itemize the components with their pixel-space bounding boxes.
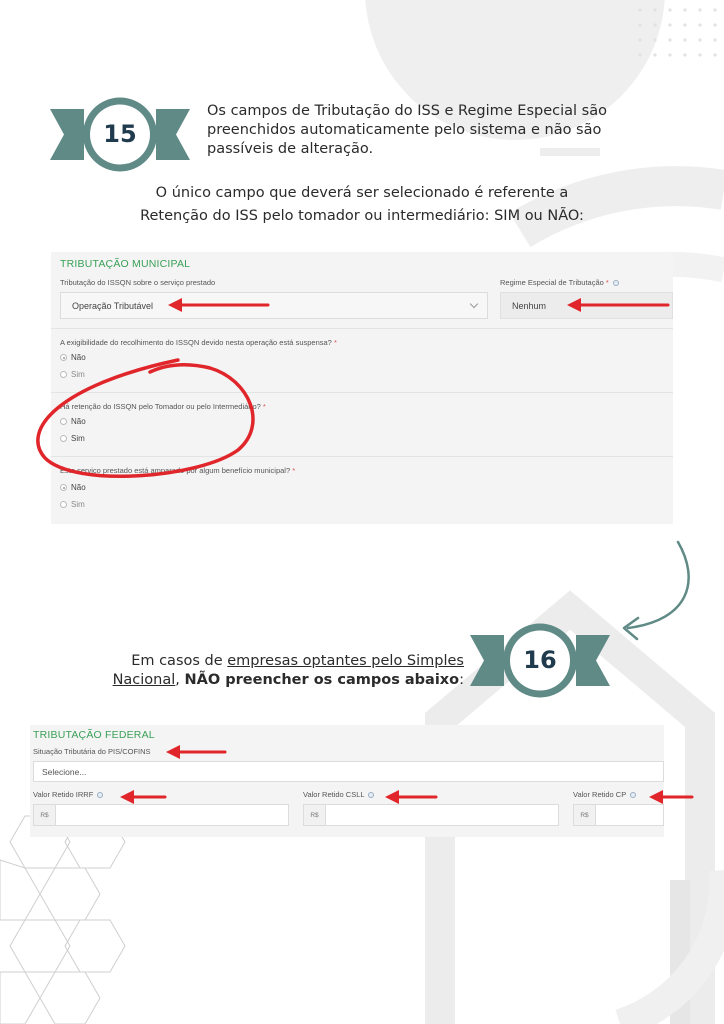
- radio-retencao-sim[interactable]: [60, 434, 85, 443]
- radio-beneficio-sim[interactable]: [60, 500, 85, 509]
- irrf-label-text: Valor Retido IRRF: [33, 790, 94, 799]
- tributacao-issqn-value: Operação Tributável: [72, 300, 154, 311]
- irrf-input[interactable]: [33, 804, 289, 826]
- cp-input[interactable]: [573, 804, 664, 826]
- step-16-text-link-1: empresas optantes pelo Simples: [227, 653, 464, 669]
- required-mark: *: [605, 278, 609, 287]
- radio-label: Não: [71, 353, 86, 362]
- help-icon[interactable]: [613, 280, 619, 286]
- step-15-badge: [50, 97, 190, 172]
- required-mark: *: [292, 466, 296, 475]
- step-15-instruction-line2: Retenção do ISS pelo tomador ou intermediário: SIM ou NÃO:: [140, 208, 584, 224]
- radio-exigibilidade-nao[interactable]: [60, 353, 86, 362]
- help-icon[interactable]: [630, 792, 636, 798]
- question-exigibilidade: [60, 338, 337, 347]
- csll-label: [303, 790, 374, 799]
- irrf-value-field[interactable]: [55, 804, 289, 826]
- step-16-text-prefix: Em casos de: [131, 653, 228, 669]
- divider: [51, 328, 673, 329]
- irrf-label: [33, 790, 103, 799]
- required-mark: *: [262, 402, 266, 411]
- divider: [51, 392, 673, 393]
- section-title-municipal: TRIBUTAÇÃO MUNICIPAL: [60, 258, 191, 270]
- radio-label: Sim: [71, 370, 85, 379]
- currency-prefix: R$: [33, 804, 55, 826]
- tributacao-municipal-panel: [51, 252, 673, 524]
- regime-especial-value: Nenhum: [512, 300, 547, 311]
- step-15-number: 15: [103, 120, 137, 148]
- radio-exigibilidade-sim[interactable]: [60, 370, 85, 379]
- radio-checked-icon: [60, 354, 67, 361]
- cp-label-text: Valor Retido CP: [573, 790, 627, 799]
- step-16-description: [70, 652, 464, 690]
- step-16-number: 16: [523, 646, 557, 674]
- help-icon[interactable]: [97, 792, 103, 798]
- pis-cofins-label: Situação Tributária do PIS/COFINS: [33, 747, 151, 756]
- divider: [51, 456, 673, 457]
- radio-label: Não: [71, 417, 86, 426]
- cp-value-field[interactable]: [595, 804, 664, 826]
- step-15-instruction-line1: O único campo que deverá ser selecionado é referente a: [155, 185, 569, 201]
- section-title-federal: TRIBUTAÇÃO FEDERAL: [33, 729, 155, 741]
- required-mark: *: [333, 338, 337, 347]
- csll-value-field[interactable]: [325, 804, 559, 826]
- chevron-down-icon: [470, 300, 478, 308]
- question-retencao-text: Há retenção do ISSQN pelo Tomador ou pelo Intermediário?: [60, 402, 261, 411]
- radio-unchecked-icon: [60, 435, 67, 442]
- tributacao-federal-panel: [30, 725, 664, 837]
- question-beneficio-text: Este serviço prestado está amparado por algum benefício municipal?: [60, 466, 291, 475]
- step-16-text-end: :: [459, 672, 464, 688]
- radio-label: Sim: [71, 434, 85, 443]
- question-exigibilidade-text: A exigibilidade do recolhimento do ISSQN devido nesta operação está suspensa?: [60, 338, 332, 347]
- tributacao-issqn-label: Tributação do ISSQN sobre o serviço prestado: [60, 278, 216, 287]
- tributacao-issqn-select[interactable]: [60, 292, 488, 319]
- radio-label: Sim: [71, 500, 85, 509]
- regime-especial-label: [500, 278, 619, 287]
- regime-especial-field[interactable]: [500, 292, 673, 319]
- radio-beneficio-nao[interactable]: [60, 483, 86, 492]
- cp-label: [573, 790, 636, 799]
- radio-label: Não: [71, 483, 86, 492]
- help-icon[interactable]: [368, 792, 374, 798]
- question-retencao: [60, 402, 266, 411]
- step-16-text-bold: NÃO preencher os campos abaixo: [184, 672, 460, 688]
- radio-checked-icon: [60, 484, 67, 491]
- radio-unchecked-icon: [60, 371, 67, 378]
- csll-input[interactable]: [303, 804, 559, 826]
- pis-cofins-select[interactable]: [33, 761, 664, 782]
- pis-cofins-placeholder: Selecione...: [42, 766, 87, 777]
- step-16-text-comma: ,: [175, 672, 185, 688]
- regime-especial-label-text: Regime Especial de Tributação: [500, 278, 604, 287]
- currency-prefix: R$: [573, 804, 595, 826]
- step-16-badge: [470, 623, 610, 698]
- currency-prefix: R$: [303, 804, 325, 826]
- csll-label-text: Valor Retido CSLL: [303, 790, 365, 799]
- step-16-text-link-2: Nacional: [112, 672, 176, 688]
- question-beneficio: [60, 466, 295, 475]
- radio-unchecked-icon: [60, 418, 67, 425]
- radio-retencao-nao[interactable]: [60, 417, 86, 426]
- step-15-description: Os campos de Tributação do ISS e Regime Especial são preenchidos automaticamente pelo sistema e não são passíveis de alteração.: [207, 103, 607, 157]
- radio-unchecked-icon: [60, 501, 67, 508]
